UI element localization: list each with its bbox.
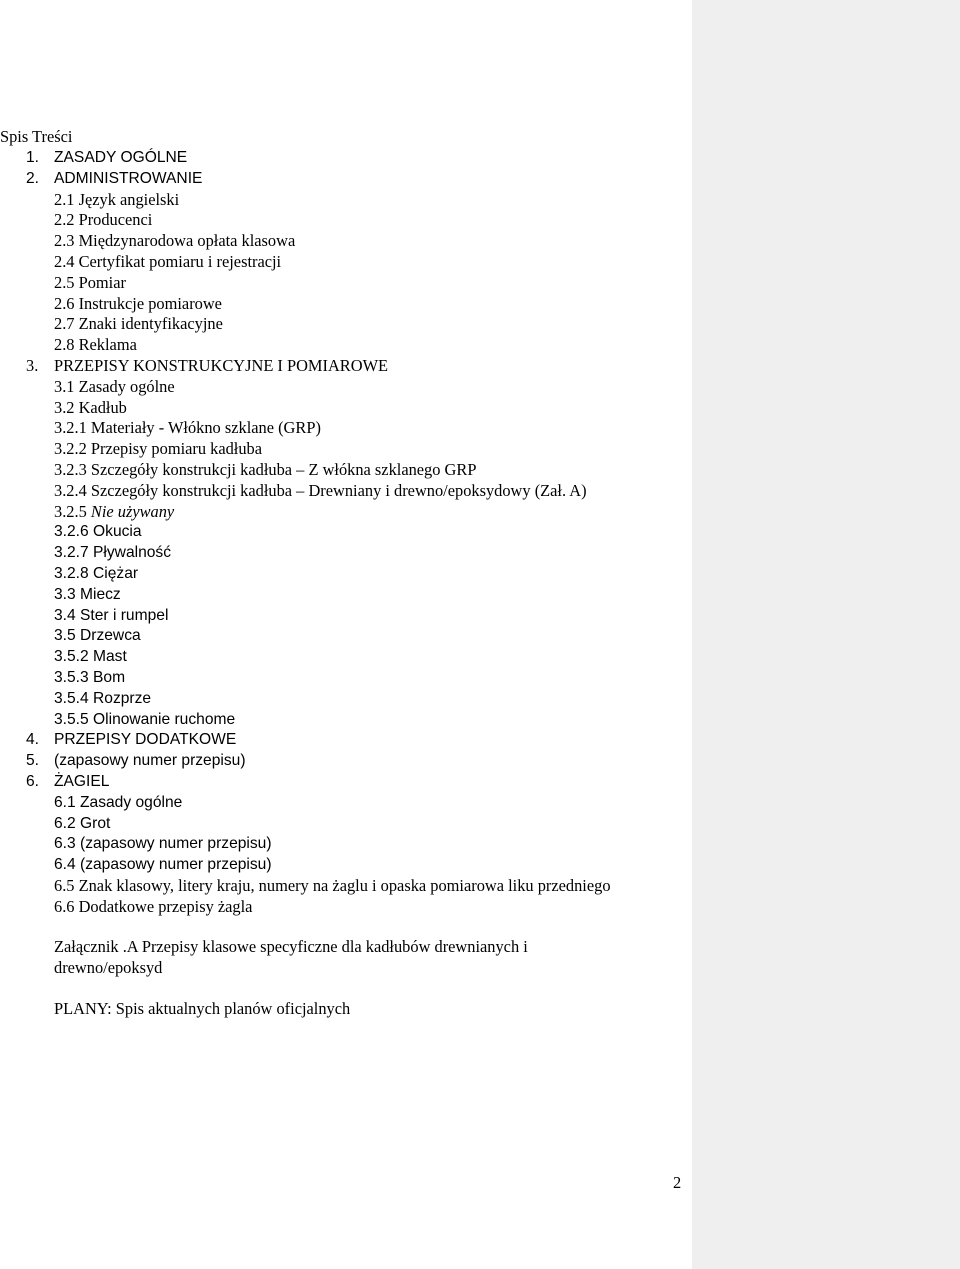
- toc-entry: [54, 460, 476, 481]
- toc-entry-text: 3.2 Kadłub: [54, 397, 127, 417]
- toc-entry: [54, 626, 141, 647]
- toc-entry: [54, 876, 611, 897]
- toc-entry-text: 3.2.1 Materiały - Włókno szklane (GRP): [54, 418, 321, 438]
- toc-chapter-title: (zapasowy numer przepisu): [54, 752, 246, 770]
- toc-entry-text: 6.5 Znak klasowy, litery kraju, numery na żaglu i opaska pomiarowa liku przedniego: [54, 876, 611, 895]
- appendix-line-1: Załącznik .A Przepisy klasowe specyficzne dla kadłubów drewnianych i: [54, 937, 528, 956]
- toc-entry: [54, 294, 222, 315]
- toc-entry: [54, 252, 281, 273]
- toc-entry-text: 6.2 Grot: [54, 814, 111, 832]
- toc-entry: [54, 231, 295, 252]
- toc-entry: [54, 647, 127, 668]
- toc-entry: [54, 439, 262, 460]
- toc-entry: [54, 522, 142, 543]
- toc-entry: [54, 190, 179, 211]
- toc-chapter-title: ZASADY OGÓLNE: [54, 149, 188, 166]
- toc-entry: [54, 314, 223, 335]
- toc-entry-text: 2.7 Znaki identyfikacyjne: [54, 314, 223, 334]
- toc-entry: [54, 564, 138, 585]
- toc-entry-text: 6.1 Zasady ogólne: [54, 793, 183, 811]
- toc-chapter-number: 2.: [26, 169, 40, 187]
- toc-entry: [54, 897, 252, 918]
- toc-entry: [54, 814, 110, 835]
- toc-entry-text: 3.2.2 Przepisy pomiaru kadłuba: [54, 439, 263, 459]
- toc-entry: [54, 834, 272, 855]
- toc-entry: [54, 543, 171, 564]
- toc-entry: [54, 606, 168, 627]
- toc-entry-text: 6.3 (zapasowy numer przepisu): [54, 835, 272, 853]
- document-margin-pane: [692, 0, 960, 1269]
- toc-entry-text: 2.5 Pomiar: [54, 272, 126, 292]
- toc-chapter-number: 1.: [26, 149, 40, 166]
- toc-entry: [54, 668, 125, 689]
- toc-entry-text: 3.2.7 Pływalność: [54, 544, 172, 562]
- toc-entry-text: 2.6 Instrukcje pomiarowe: [54, 293, 222, 313]
- toc-entry-text: 6.6 Dodatkowe przepisy żagla: [54, 896, 253, 916]
- toc-chapter-number: 6.: [26, 773, 40, 790]
- toc-entry-text: 3.5.3 Bom: [54, 669, 126, 686]
- toc-entry-text: 2.1 Język angielski: [54, 189, 180, 209]
- toc-entry-text: 3.3 Miecz: [54, 585, 121, 603]
- toc-entry: [54, 855, 272, 876]
- toc-chapter-number: 4.: [26, 731, 40, 749]
- toc-entry: [54, 335, 137, 356]
- toc-chapter-title: PRZEPISY KONSTRUKCYJNE I POMIAROWE: [54, 356, 389, 375]
- toc-entry-text: 3.2.4 Szczegóły konstrukcji kadłuba – Drewniany i drewno/epoksydowy (Zał. A): [54, 480, 587, 500]
- toc-entry-text: 3.5.4 Rozprze: [54, 689, 152, 707]
- toc-entry-text: 3.5.5 Olinowanie ruchome: [54, 710, 236, 728]
- toc-entry: [54, 793, 182, 814]
- toc-entry-text: 2.3 Międzynarodowa opłata klasowa: [54, 231, 296, 251]
- toc-entry-text: 3.2.8 Ciężar: [54, 565, 139, 582]
- toc-entry-text: 3.4 Ster i rumpel: [54, 606, 169, 624]
- toc-entry-text: 3.2.5: [54, 501, 91, 521]
- plans-line: PLANY: Spis aktualnych planów oficjalnych: [54, 999, 351, 1018]
- toc-title: Spis Treści: [0, 127, 73, 146]
- toc-entry-text: 6.4 (zapasowy numer przepisu): [54, 856, 272, 874]
- toc-entry: [54, 418, 321, 439]
- toc-entry-text: 3.2.3 Szczegóły konstrukcji kadłuba – Z włókna szklanego GRP: [54, 460, 477, 479]
- toc-chapter-title: PRZEPISY DODATKOWE: [54, 731, 237, 749]
- toc-entry: [54, 585, 121, 606]
- toc-entry-text: 3.2.6 Okucia: [54, 523, 142, 541]
- toc-entry-text: 2.8 Reklama: [54, 335, 137, 355]
- toc-entry-text: 2.4 Certyfikat pomiaru i rejestracji: [54, 252, 282, 271]
- toc-chapter-number: 5.: [26, 752, 40, 770]
- toc-entry: [54, 398, 127, 419]
- toc-entry: [54, 273, 126, 294]
- toc-chapter-title: ADMINISTROWANIE: [54, 169, 203, 187]
- toc-entry: [54, 502, 174, 523]
- toc-entry: [54, 689, 151, 710]
- toc-entry: [54, 377, 175, 398]
- toc-entry-text: 2.2 Producenci: [54, 210, 153, 230]
- toc-entry: [54, 210, 152, 231]
- page-number: 2: [673, 1173, 682, 1192]
- toc-entry-text: 3.5 Drzewca: [54, 627, 141, 645]
- toc-entry: [54, 481, 587, 502]
- toc-entry-text: 3.1 Zasady ogólne: [54, 376, 175, 396]
- appendix-line-2: drewno/epoksyd: [54, 958, 163, 977]
- toc-chapter-number: 3.: [26, 356, 39, 375]
- toc-chapter-title: ŻAGIEL: [54, 773, 110, 790]
- toc-entry: [54, 710, 235, 731]
- toc-entry-italic-text: Nie używany: [90, 501, 175, 521]
- toc-entry-text: 3.5.2 Mast: [54, 648, 127, 666]
